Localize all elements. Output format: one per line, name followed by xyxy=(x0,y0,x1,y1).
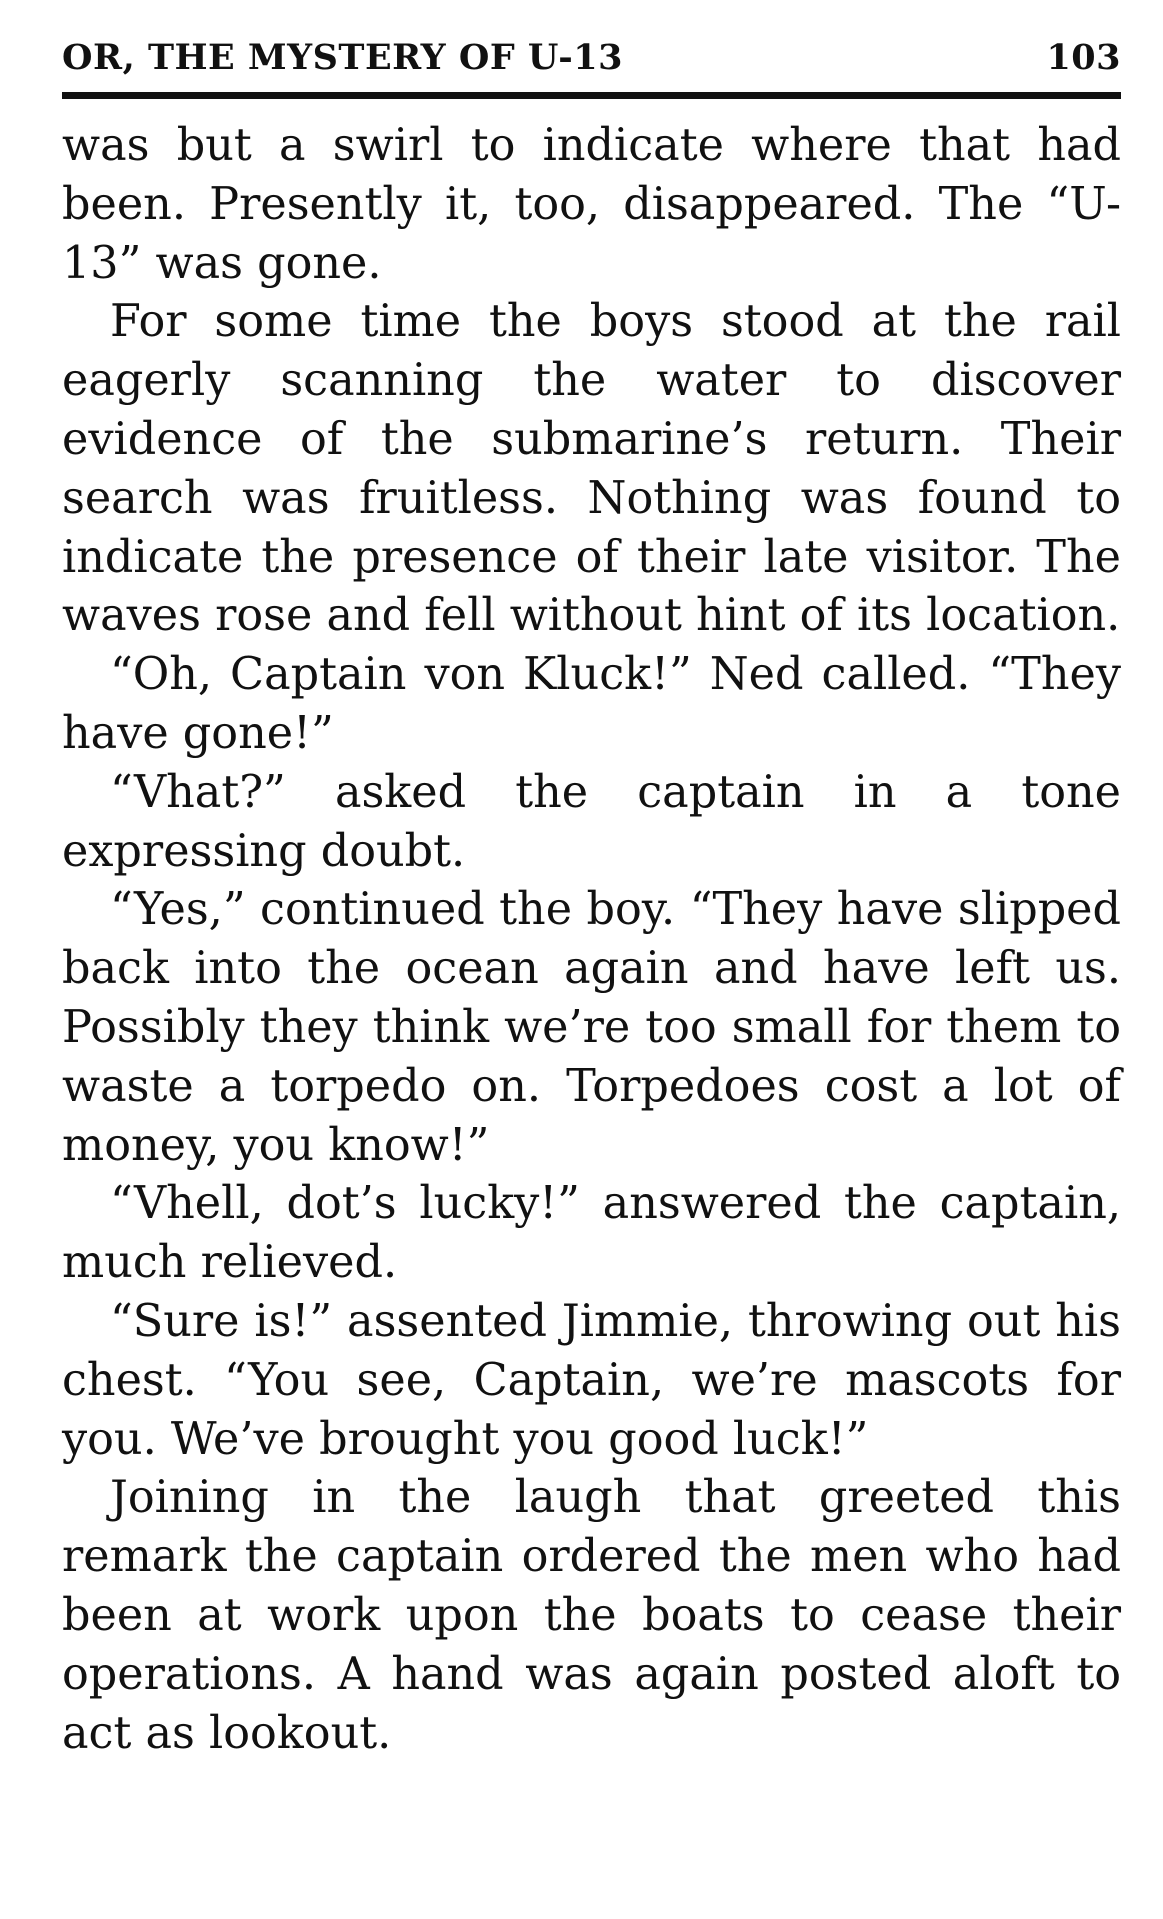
running-head xyxy=(62,36,1121,80)
paragraph: “Vhat?” asked the captain in a tone expressing doubt. xyxy=(62,766,1121,877)
paragraph: For some time the boys stood at the rail eagerly scanning the water to discover evidence of the submarine’s return. Their search was fruitless. Nothing was found to indicate the presence of their late visitor. The waves rose and fell without hint of its location. xyxy=(62,296,1121,642)
running-title: OR, THE MYSTERY OF U-13 xyxy=(62,37,623,78)
body-text xyxy=(62,117,1121,1763)
paragraph: was but a swirl to indicate where that had been. Presently it, too, disappeared. The “U-13” was gone. xyxy=(62,120,1121,289)
paragraph: “Yes,” continued the boy. “They have slipped back into the ocean again and have left us. Possibly they think we’re too small for them to waste a torpedo on. Torpedoes cost a lot of money, you know!” xyxy=(62,884,1121,1171)
paragraph: “Oh, Captain von Kluck!” Ned called. “They have gone!” xyxy=(62,649,1121,759)
paragraph: “Vhell, dot’s lucky!” answered the captain, much relieved. xyxy=(62,1178,1121,1289)
page-number: 103 xyxy=(1046,37,1121,78)
header-rule xyxy=(62,92,1121,99)
paragraph: Joining in the laugh that greeted this remark the captain ordered the men who had been at work upon the boats to cease their operations. A hand was again posted aloft to act as lookout. xyxy=(62,1472,1121,1759)
paragraph: “Sure is!” assented Jimmie, throwing out his chest. “You see, Captain, we’re mascots for you. We’ve brought you good luck!” xyxy=(62,1295,1121,1465)
